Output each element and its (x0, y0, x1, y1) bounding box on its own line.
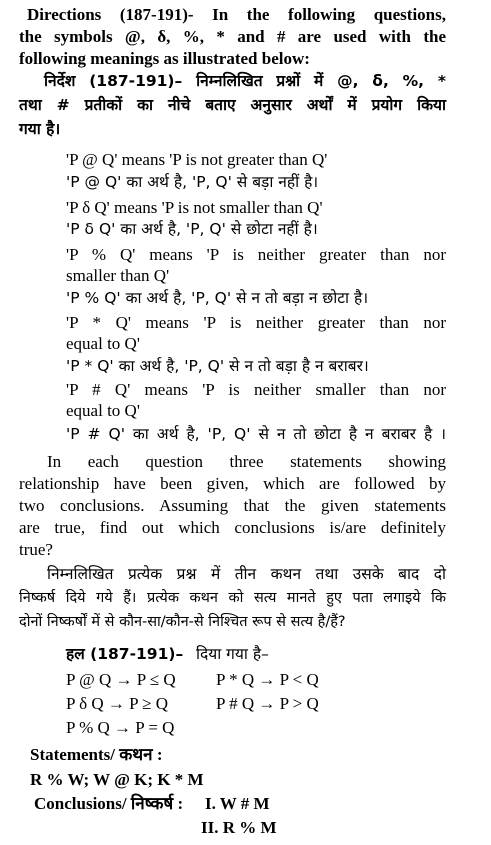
directions-hi-line-1: निर्देश (187-191)– निम्नलिखित प्रश्नों में @, δ, %, * (44, 72, 446, 90)
directions-line-2: the symbols @, δ, %, * and # are used with the (19, 27, 446, 46)
meaning-hash-hi: 'P # Q' का अर्थ है, 'P, Q' से न तो छोटा है न बराबर है । (66, 425, 446, 443)
rule-star: P * Q → P < Q (216, 670, 319, 689)
conclusion-2: II. R % M (201, 818, 277, 837)
instructions-line-5: true? (19, 540, 53, 559)
statements-text: R % W; W @ K; K * M (30, 770, 204, 789)
meaning-at-hi: 'P @ Q' का अर्थ है, 'P, Q' से बड़ा नहीं है। (66, 173, 319, 191)
statements-label: Statements/ कथन : (30, 745, 163, 764)
meaning-at-en: 'P @ Q' means 'P is not greater than Q' (66, 150, 328, 169)
solution-heading: हल (187-191)– (66, 645, 184, 663)
directions-line-1: Directions (187-191)- In the following questions, (27, 5, 446, 24)
meaning-hash-en-2: equal to Q' (66, 401, 140, 420)
meaning-percent-en-1: 'P % Q' means 'P is neither greater than nor (66, 245, 446, 264)
meaning-hash-en-1: 'P # Q' means 'P is neither smaller than nor (66, 380, 446, 399)
directions-hi-line-3: गया है। (19, 120, 61, 138)
instructions-hi-line-3: दोनों निष्कर्षों में से कौन-सा/कौन-से निश्चित रूप से सत्य है/हैं? (19, 614, 346, 630)
meaning-percent-en-2: smaller than Q' (66, 266, 170, 285)
rule-percent: P % Q → P = Q (66, 718, 175, 737)
conclusion-1: I. W # M (205, 794, 270, 813)
instructions-line-4: are true, find out which conclusions is/are definitely (19, 518, 446, 537)
instructions-line-2: relationship have been given, which are followed by (19, 474, 446, 493)
rule-delta: P δ Q → P ≥ Q (66, 694, 169, 713)
meaning-delta-hi: 'P δ Q' का अर्थ है, 'P, Q' से छोटा नहीं है। (66, 220, 318, 238)
meaning-star-en-2: equal to Q' (66, 334, 140, 353)
rule-hash: P # Q → P > Q (216, 694, 319, 713)
rule-at: P @ Q → P ≤ Q (66, 670, 176, 689)
meaning-star-hi: 'P * Q' का अर्थ है, 'P, Q' से न तो बड़ा है न बराबर। (66, 357, 369, 375)
meaning-delta-en: 'P δ Q' means 'P is not smaller than Q' (66, 198, 323, 217)
solution-given: दिया गया है– (196, 645, 269, 663)
meaning-percent-hi: 'P % Q' का अर्थ है, 'P, Q' से न तो बड़ा न छोटा है। (66, 289, 369, 307)
instructions-line-1: In each question three statements showing (47, 452, 446, 471)
meaning-star-en-1: 'P * Q' means 'P is neither greater than nor (66, 313, 446, 332)
instructions-hi-line-1: निम्नलिखित प्रत्येक प्रश्न में तीन कथन तथा उसके बाद दो (47, 565, 446, 583)
directions-hi-line-2: तथा # प्रतीकों का नीचे बताए अनुसार अर्थों में प्रयोग किया (19, 96, 446, 114)
directions-line-3: following meanings as illustrated below: (19, 49, 310, 68)
instructions-hi-line-2: निष्कर्ष दिये गये हैं। प्रत्येक कथन को सत्य मानते हुए पता लगाइये कि (19, 590, 446, 606)
conclusions-label: Conclusions/ निष्कर्ष : (34, 794, 184, 813)
instructions-line-3: two conclusions. Assuming that the given statements (19, 496, 446, 515)
